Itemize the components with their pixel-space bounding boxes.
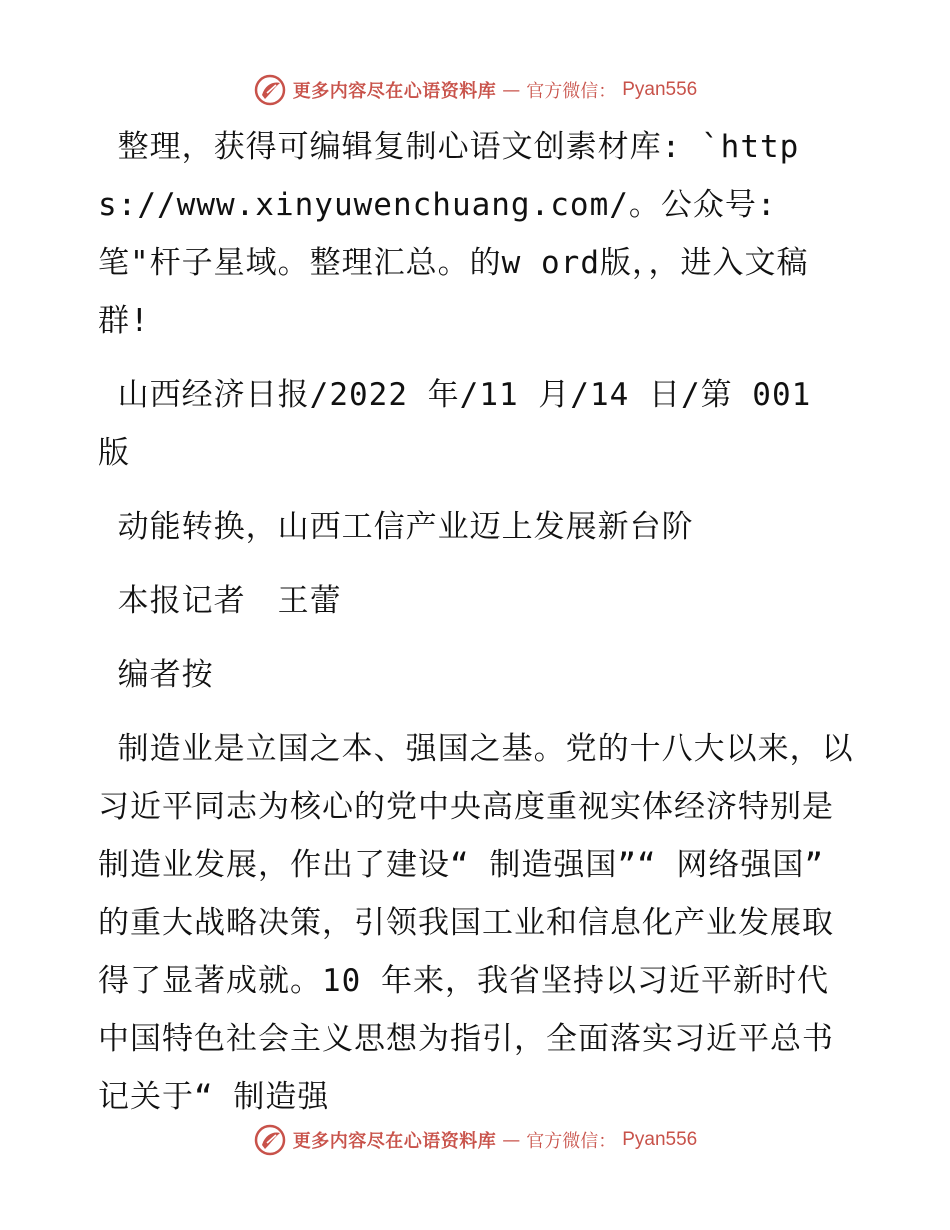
brand-logo-icon (253, 1123, 287, 1157)
watermark-wechat-id: Pyan556 (622, 79, 698, 100)
intro-paragraph: 整理，获得可编辑复制心语文创素材库: `https://www.xinyuwenchuang.com/。公众号: 笔"杆子星域。整理汇总。的w ord版，，进入文稿群! (98, 129, 809, 339)
source-line: 山西经济日报/2022 年/11 月/14 日/第 001 版 (98, 377, 831, 471)
watermark-text: 更多内容尽在心语资料库 (292, 1131, 497, 1152)
body-paragraph: 制造业是立国之本、强国之基。党的十八大以来，以习近平同志为核心的党中央高度重视实体经济特别是制造业发展，作出了建设“ 制造强国”“ 网络强国” 的重大战略决策，引领我国工业和信息化产业发展取得了显著成就。10 年来，我省坚持以习近平新时代中国特色社会主义思想为指引，全面落实习近平总书记关于“ 制造强 (98, 731, 854, 1115)
watermark-wechat-label: 官方微信： (526, 81, 617, 102)
headline: 动能转换，山西工信产业迈上发展新台阶 (98, 509, 694, 545)
byline: 本报记者 王蕾 (98, 583, 342, 619)
watermark-separator: — (502, 79, 521, 101)
header-watermark (0, 70, 950, 110)
editor-note-label: 编者按 (98, 657, 214, 693)
watermark-wechat-label: 官方微信： (526, 1131, 617, 1152)
watermark-separator: — (502, 1129, 521, 1151)
watermark-text: 更多内容尽在心语资料库 (292, 81, 497, 102)
watermark-wechat-id: Pyan556 (622, 1129, 698, 1150)
footer-watermark (0, 1120, 950, 1160)
brand-logo-icon (253, 73, 287, 107)
document-body (98, 118, 858, 1126)
